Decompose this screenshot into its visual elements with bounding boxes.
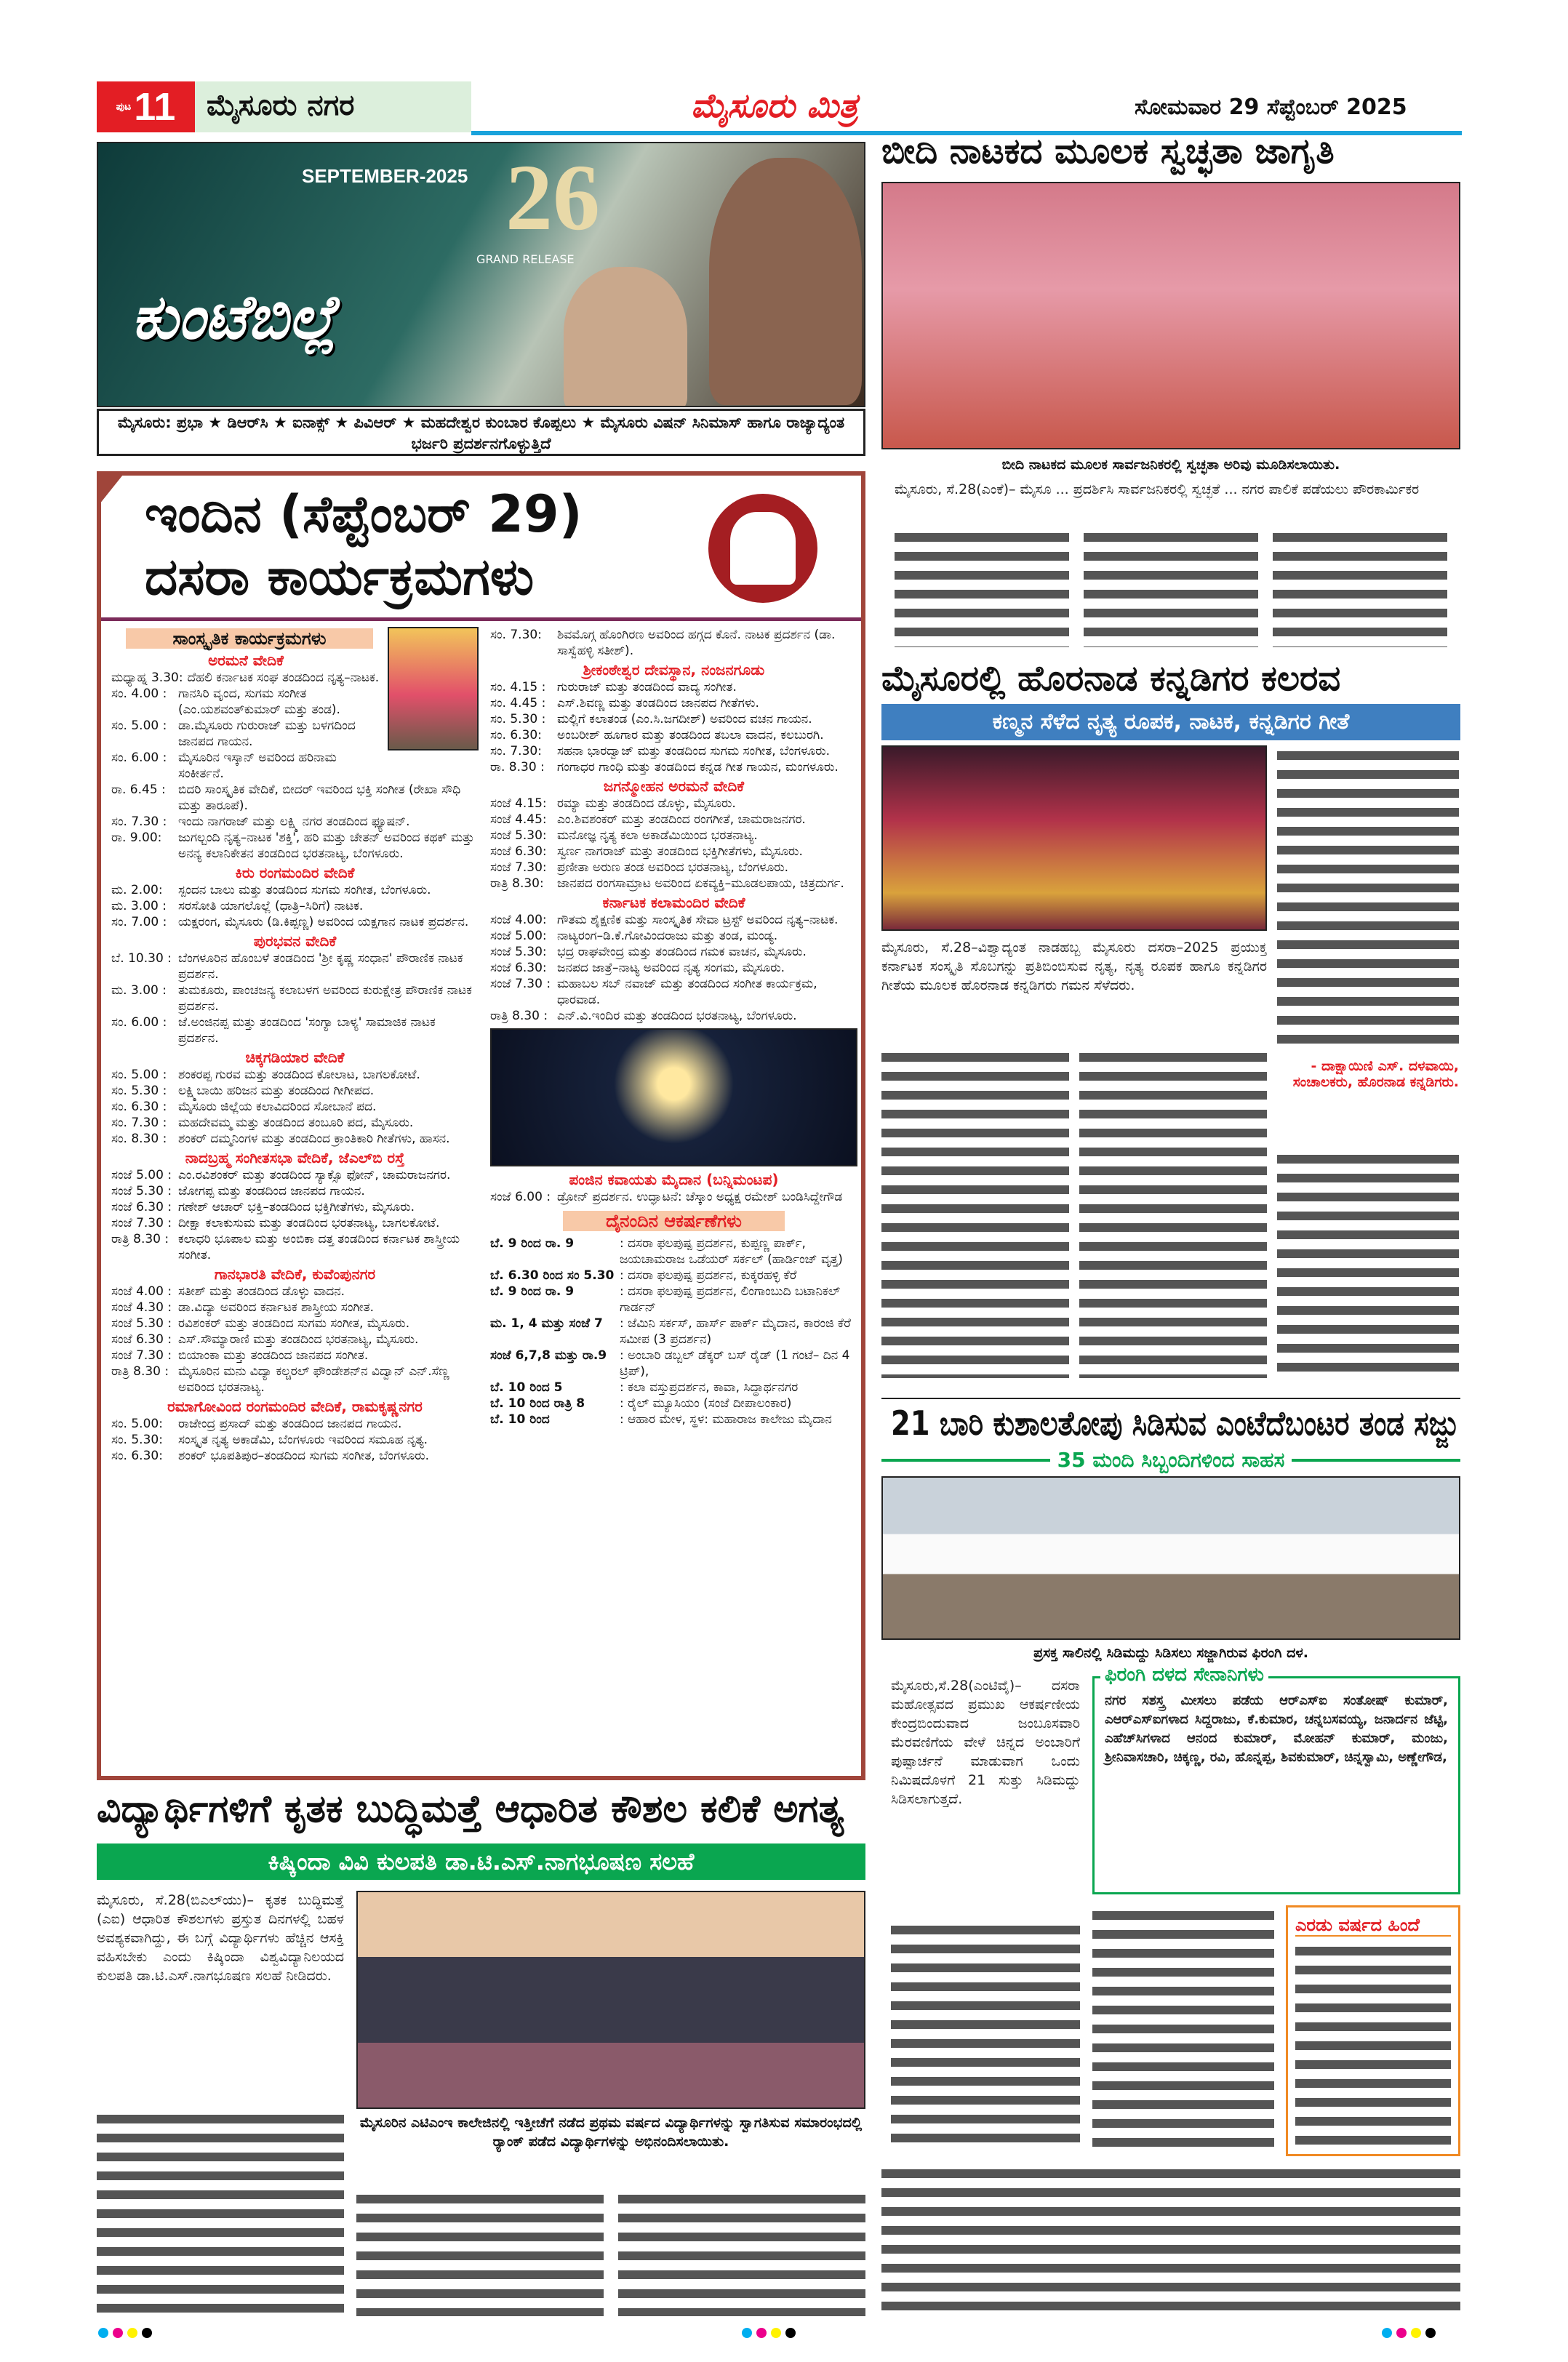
schedule-event: ಸರಸೋತಿ ಯಾಗಲೊಲ್ಲೆ (ಧಾತ್ರಿ–ಸಿರಿಗೆ) ನಾಟಕ. (178, 899, 364, 913)
story1-text-col (1273, 527, 1447, 647)
schedule-time: ರಾತ್ರಿ 8.30 : (111, 1364, 169, 1379)
schedule-time: ರಾ. 6.45 : (111, 782, 166, 797)
daily-item (490, 1396, 857, 1412)
drone-show-photo (490, 1028, 857, 1166)
schedule-item (490, 860, 857, 876)
schedule-item (490, 960, 857, 976)
schedule-item (490, 796, 857, 812)
story3-text-col (1092, 1905, 1274, 2153)
schedule-item (111, 670, 380, 686)
registration-marks (1382, 2327, 1440, 2341)
schedule-item (111, 914, 479, 930)
schedule-time: ಸಂ. 4.45 : (490, 696, 546, 710)
schedule-event: ಡಾ.ಮೈಸೂರು ಗುರುರಾಜ್ ಮತ್ತು ಬಳಗದಿಂದ ಜಾನಪದ ಗಾಯನ. (178, 718, 356, 749)
schedule-item (111, 1316, 479, 1332)
schedule-time: ಸಂಜೆ 5.30: (490, 945, 547, 959)
schedule-left-column (111, 627, 479, 1464)
schedule-item (111, 1115, 479, 1131)
schedule-event: ಗಂಗಾಧರ ಗಾಂಧಿ ಮತ್ತು ತಂಡದಿಂದ ಕನ್ನಡ ಗೀತ ಗಾಯನ, ಮಂಗಳೂರು. (557, 760, 839, 774)
schedule-time: ಸಂ. 4.15 : (490, 680, 546, 694)
schedule-event: ಡಾ.ವಿದ್ಯಾ ಅವರಿಂದ ಕರ್ನಾಟಕ ಶಾಸ್ತ್ರೀಯ ಸಂಗೀತ. (178, 1300, 374, 1315)
schedule-event: ಎಸ್.ಶಿವಣ್ಣ ಮತ್ತು ತಂಡದಿಂದ ಜಾನಪದ ಗೀತೆಗಳು. (557, 696, 759, 710)
venue-heading: ರಮಾಗೋವಿಂದ ರಂಗಮಂದಿರ ವೇದಿಕೆ, ರಾಮಕೃಷ್ಣನಗರ (167, 1398, 423, 1415)
story2-text-col (881, 1047, 1069, 1378)
schedule-time: ಸಂಜೆ 4.30 : (111, 1300, 172, 1315)
actress-photo (564, 267, 687, 407)
schedule-time: ಸಂ. 6.30: (490, 728, 542, 742)
grand-release-label: GRAND RELEASE (476, 252, 575, 266)
schedule-item (111, 1300, 479, 1316)
schedule-event: ಸ್ಪಂದನ ಬಾಲು ಮತ್ತು ತಂಡದಿಂದ ಸುಗಮ ಸಂಗೀತ, ಬೆಂಗಳೂರು. (178, 883, 431, 897)
venue-heading: ಕಿರು ರಂಗಮಂದಿರ ವೇದಿಕೆ (235, 864, 355, 881)
daily-attractions-heading: ದೈನಂದಿನ ಆಕರ್ಷಣೆಗಳು (563, 1211, 785, 1231)
schedule-item (490, 759, 857, 775)
venue-heading: ಜಗನ್ಮೋಹನ ಅರಮನೆ ವೇದಿಕೆ (603, 777, 745, 795)
schedule-item (111, 1364, 479, 1396)
schedule-event: ನಾಟ್ಯರಂಗ–ಡಿ.ಕೆ.ಗೋವಿಂದರಾಜು ಮತ್ತು ತಂಡ, ಮಂಡ್ಯ. (557, 929, 778, 943)
schedule-time: ಸಂಜೆ 7.30: (490, 860, 547, 875)
schedule-item (111, 1432, 479, 1448)
dasara-elephant-logo (708, 494, 817, 603)
ad-caption: ಮೈಸೂರು: ಪ್ರಭಾ ★ ಡಿಆರ್‌ಸಿ ★ ಐನಾಕ್ಸ್ ★ ಪಿವಿಆರ್ ★ ಮಹದೇಶ್ವರ ಕುಂಬಾರ ಕೊಪ್ಪಲು ★ ಮೈಸೂರು ವಿಷನ್ ಸಿನಿಮಾಸ್ ಹಾಗೂ ರಾಜ್ಯಾದ್ಯಂತ ಭರ್ಜರಿ ಪ್ರದರ್ಶನಗೊಳ್ಳುತ್ತಿದೆ (97, 409, 865, 456)
schedule-event: ಎಂ.ರವಿಶಂಕರ್ ಮತ್ತು ತಂಡದಿಂದ ಸ್ಯಾಕ್ಸೊ ಫೋನ್, ಚಾಮರಾಜನಗರ. (178, 1168, 451, 1182)
schedule-event: ಶಿವಮೊಗ್ಗ ಹೊಂಗಿರಣ ಅವರಿಂದ ಹಗ್ಗದ ಕೊನೆ. ನಾಟಕ ಪ್ರದರ್ಶನ (ಡಾ. ಸಾಸ್ವೆಹಳ್ಳಿ ಸತೀಶ್). (557, 628, 836, 658)
venue-heading: ನಾದಬ್ರಹ್ಮ ಸಂಗೀತಸಭಾ ವೇದಿಕೆ, ಜೆಎಲ್‌ಬಿ ರಸ್ತೆ (185, 1149, 405, 1166)
schedule-event: ಗೌತಮ ಶೈಕ್ಷಣಿಕ ಮತ್ತು ಸಾಂಸ್ಕೃತಿಕ ಸೇವಾ ಟ್ರಸ್ಟ್ ಅವರಿಂದ ನೃತ್ಯ–ನಾಟಕ. (557, 913, 839, 927)
schedule-event: ಜೆ.ಅಂಜಿನಪ್ಪ ಮತ್ತು ತಂಡದಿಂದ 'ಸಂಗ್ಯಾ ಬಾಳ್ಯ' ಸಾಮಾಜಿಕ ನಾಟಕ ಪ್ರದರ್ಶನ. (178, 1015, 436, 1046)
artillery-crew-box (1092, 1664, 1460, 1894)
schedule-event: ಗಾನಸಿರಿ ವೃಂದ, ಸುಗಮ ಸಂಗೀತ (ಎಂ.ಯಶವಂತ್‌ಕುಮಾರ್ ಮತ್ತು ತಂಡ). (178, 686, 340, 717)
dasara-title-line: ದಸರಾ ಕಾರ್ಯಕ್ರಮಗಳು (145, 547, 535, 606)
schedule-time: ಸಂಜೆ 7.30 : (111, 1216, 172, 1230)
schedule-event: ಶಂಕರ್ ದಮ್ಮನಿಂಗಳ ಮತ್ತು ತಂಡದಿಂದ ಕ್ರಾಂತಿಕಾರಿ ಗೀತೆಗಳು, ಹಾಸನ. (178, 1132, 450, 1146)
schedule-event: ದೀಕ್ಷಾ ಕಲಾಕುಸುಮ ಮತ್ತು ತಂಡದಿಂದ ಭರತನಾಟ್ಯ, ಬಾಗಲಕೋಟೆ. (178, 1216, 440, 1230)
story3-caption: ಪ್ರಸಕ್ತ ಸಾಲಿನಲ್ಲಿ ಸಿಡಿಮದ್ದು ಸಿಡಿಸಲು ಸಜ್ಜಾಗಿರುವ ಫಿರಂಗಿ ದಳ. (1033, 1645, 1308, 1661)
schedule-event: ಭದ್ರ ರಾಘವೇಂದ್ರ ಮತ್ತು ತಂಡದಿಂದ ಗಮಕ ವಾಚನ, ಮೈಸೂರು. (557, 945, 807, 959)
schedule-item (111, 1348, 479, 1364)
schedule-event: ಜಾನಪದ ರಂಗಸಾಮ್ರಾಟ ಅವರಿಂದ ಏಕವ್ಯಕ್ತಿ–ಮೂಡಲಪಾಯ, ಚಿತ್ರದುರ್ಗ. (557, 876, 844, 891)
schedule-item (490, 679, 857, 695)
schedule-item (111, 1099, 479, 1115)
schedule-item (490, 743, 857, 759)
dasara-title (145, 483, 697, 608)
story2-text-col (1079, 1047, 1267, 1378)
story2-headline: ಮೈಸೂರಲ್ಲಿ ಹೊರನಾಡ ಕನ್ನಡಿಗರ ಕಲರವ (881, 658, 1341, 699)
schedule-event: ಬಿಯಾಂಕಾ ಮತ್ತು ತಂಡದಿಂದ ಜಾನಪದ ಸಂಗೀತ. (178, 1348, 369, 1363)
schedule-item (490, 627, 857, 659)
release-month: SEPTEMBER-2025 (302, 165, 468, 187)
schedule-time: ಸಂಜೆ 5.00: (490, 929, 547, 943)
story2-text-col (1277, 1149, 1459, 1378)
schedule-time: ಸಂಜೆ 4.00: (490, 913, 547, 927)
venue-heading: ಪುರಭವನ ವೇದಿಕೆ (253, 932, 337, 950)
venue-heading: ಕರ್ನಾಟಕ ಕಲಾಮಂದಿರ ವೇದಿಕೆ (602, 894, 745, 911)
schedule-event: ದೆಹಲಿ ಕರ್ನಾಟಕ ಸಂಘ ತಂಡದಿಂದ ನೃತ್ಯ–ನಾಟಕ. (187, 670, 380, 685)
schedule-time: ಸಂ. 5.30 : (490, 712, 546, 726)
street-play-photo (881, 182, 1460, 449)
schedule-time: ಸಂಜೆ 5.30: (490, 828, 547, 843)
schedule-event: ಎಸ್.ಸೌಮ್ಯಾರಾಣಿ ಮತ್ತು ತಂಡದಿಂದ ಭರತನಾಟ್ಯ, ಮೈಸೂರು. (178, 1332, 419, 1347)
crew-box-title: ಫಿರಂಗಿ ದಳದ ಸೇನಾನಿಗಳು (1100, 1664, 1268, 1686)
story2-lede: ಮೈಸೂರು, ಸೆ.28–ವಿಶ್ವಾದ್ಯಂತ ನಾಡಹಬ್ಬ ಮೈಸೂರು ದಸರಾ–2025 ಪ್ರಯುಕ್ತ ಕರ್ನಾಟಕ ಸಂಸ್ಕೃತಿ ಸೊಬಗನ್ನು ಪ್ರತಿಬಿಂಬಿಸುವ ನೃತ್ಯ, ನೃತ್ಯ ರೂಪಕ ಹಾಗೂ ಕನ್ನಡಿಗರ ಗೀತೆಯ ಮೂಲಕ ಹೊರನಾಡ ಕನ್ನಡಿಗರು ಗಮನ ಸೆಳೆದರು. (881, 940, 1267, 993)
schedule-time: ಬೆ. 10.30 : (111, 951, 172, 966)
masthead-logo: ಮೈಸೂರು ಮಿತ್ರ (691, 86, 858, 125)
schedule-item (111, 750, 380, 782)
schedule-event: ಮೈಸೂರು ಜಿಲ್ಲೆಯ ಕಲಾವಿದರಿಂದ ಸೋಬಾನೆ ಪದ. (178, 1100, 377, 1114)
schedule-item (111, 1231, 479, 1263)
schedule-item (111, 1332, 479, 1348)
schedule-item (490, 1008, 857, 1024)
venue-heading: ಪಂಜಿನ ಕವಾಯತು ಮೈದಾನ (ಬನ್ನಿಮಂಟಪ) (569, 1171, 779, 1188)
schedule-item (490, 727, 857, 743)
schedule-event: ಕಲಾಧರಿ ಭೂಪಾಲ ಮತ್ತು ಅಂಬಿಕಾ ದತ್ತ ತಂಡದಿಂದ ಕರ್ನಾಟಕ ಶಾಸ್ತ್ರೀಯ ಸಂಗೀತ. (178, 1232, 460, 1262)
two-years-ago-box (1286, 1905, 1460, 2156)
daily-event: : ಕಲಾ ವಸ್ತುಪ್ರದರ್ಶನ, ಕಾವಾ, ಸಿದ್ಧಾರ್ಥನಗರ (620, 1380, 799, 1395)
schedule-item (111, 686, 380, 718)
corner-accent (97, 471, 126, 508)
schedule-item (111, 1215, 479, 1231)
registration-marks (98, 2327, 156, 2341)
daily-item (490, 1380, 857, 1396)
schedule-item (111, 1416, 479, 1432)
daily-event: : ದಸರಾ ಫಲಪುಷ್ಪ ಪ್ರದರ್ಶನ, ಲಿಂಗಾಂಬುದಿ ಬಟಾನಿಕಲ್ ಗಾರ್ಡನ್ (620, 1284, 841, 1315)
schedule-event: ಲಕ್ಷ್ಮಿಬಾಯಿ ಹರಿಜನ ಮತ್ತು ತಂಡದಿಂದ ಗೀಗೀಪದ. (178, 1084, 375, 1098)
page-number-badge (97, 81, 195, 132)
daily-time: ಸಂಜೆ 6,7,8 ಮತ್ತು ರಾ.9 (490, 1348, 607, 1363)
story2-quote-text (1277, 745, 1459, 1051)
story3-headline: 21 ಬಾರಿ ಕುಶಾಲತೋಪು ಸಿಡಿಸುವ ಎಂಟೆದೆಬಂಟರ ತಂಡ ಸಜ್ಜು (891, 1404, 1459, 1443)
schedule-time: ಸಂ. 7.30 : (111, 814, 167, 829)
schedule-event: ಗಣೇಶ್ ಆಚಾರ್ ಭಕ್ತಿ–ತಂಡದಿಂದ ಭಕ್ತಿಗೀತೆಗಳು, ಮೈಸೂರು. (178, 1200, 415, 1214)
story3-subhead-row (881, 1447, 1460, 1473)
schedule-time: ಸಂಜೆ 4.45: (490, 812, 547, 827)
story4-caption: ಮೈಸೂರಿನ ಎಟಿಎಂಇ ಕಾಲೇಜಿನಲ್ಲಿ ಇತ್ತೀಚೆಗೆ ನಡೆದ ಪ್ರಥಮ ವರ್ಷದ ವಿದ್ಯಾರ್ಥಿಗಳನ್ನು ಸ್ವಾಗತಿಸುವ ಸಮಾರಂಭದಲ್ಲಿ ರ್‍ಯಾಂಕ್ ಪಡೆದ ವಿದ್ಯಾರ್ಥಿಗಳನ್ನು ಅಭಿನಂದಿಸಲಾಯಿತು. (359, 2115, 863, 2150)
story1-text-col (895, 527, 1069, 647)
schedule-time: ಸಂ. 6.00 : (111, 1015, 167, 1030)
schedule-event: ಜುಗಲ್ಬಂದಿ ನೃತ್ಯ–ನಾಟಕ 'ಶಕ್ತಿ', ಹರಿ ಮತ್ತು ಚೇತನ್ ಅವರಿಂದ ಕಥಕ್ ಮತ್ತು ಅನನ್ಯ ಕಲಾನಿಕೇತನ ತಂಡದಿಂದ ಭರತನಾಟ್ಯ, ಬೆಂಗಳೂರು. (178, 830, 475, 861)
schedule-event: ಮಲ್ಲಿಗೆ ಕಲಾತಂಡ (ಎಂ.ಸಿ.ಜಗದೀಶ್) ಅವರಿಂದ ವಚನ ಗಾಯನ. (557, 712, 812, 726)
daily-event: : ದಸರಾ ಫಲಪುಷ್ಪ ಪ್ರದರ್ಶನ, ಕುಪ್ಪಣ್ಣ ಪಾರ್ಕ್, ಜಯಚಾಮರಾಜ ಒಡೆಯರ್ ಸರ್ಕಲ್ (ಹಾರ್ಡಿಂಜ್ ವೃತ್ತ) (620, 1236, 843, 1267)
daily-item (490, 1268, 857, 1284)
schedule-time: ರಾತ್ರಿ 8.30 : (111, 1232, 169, 1246)
schedule-time: ಮ. 3.00 : (111, 983, 167, 998)
story2-subhead: ಕಣ್ಮನ ಸೆಳೆದ ನೃತ್ಯ ರೂಪಕ, ನಾಟಕ, ಕನ್ನಡಿಗರ ಗೀತೆ (881, 704, 1460, 740)
schedule-event: ಮೈಸೂರಿನ ಇಸ್ಕಾನ್ ಅವರಿಂದ ಹರಿನಾಮ ಸಂಕೀರ್ತನೆ. (178, 750, 337, 781)
story1-caption: ಬೀದಿ ನಾಟಕದ ಮೂಲಕ ಸಾರ್ವಜನಿಕರಲ್ಲಿ ಸ್ವಚ್ಛತಾ ಅರಿವು ಮೂಡಿಸಲಾಯಿತು. (1001, 457, 1340, 473)
schedule-time: ಸಂ. 6.30 : (111, 1100, 167, 1114)
daily-time: ಬೆ. 10 ರಿಂದ (490, 1412, 550, 1427)
story1-text-col (1084, 527, 1258, 647)
venue-heading: ಅರಮನೆ ವೇದಿಕೆ (208, 652, 284, 669)
schedule-time: ಮ. 2.00: (111, 883, 163, 897)
schedule-event: ರಾಜೇಂದ್ರ ಪ್ರಸಾದ್ ಮತ್ತು ತಂಡದಿಂದ ಜಾನಪದ ಗಾಯನ. (178, 1417, 402, 1431)
schedule-time: ಸಂಜೆ 6.30 : (111, 1200, 172, 1214)
schedule-item (111, 898, 479, 914)
schedule-item (111, 830, 479, 862)
schedule-time: ಸಂಜೆ 7.30 : (490, 977, 551, 991)
daily-item (490, 1284, 857, 1316)
daily-time: ಬೆ. 6.30 ರಿಂದ ಸಂ 5.30 (490, 1268, 615, 1283)
schedule-item (490, 812, 857, 828)
schedule-item (111, 1448, 479, 1464)
schedule-event: ಡ್ರೋನ್ ಪ್ರದರ್ಶನ. ಉದ್ಘಾಟನೆ: ಚೆಸ್ಕಾಂ ಅಧ್ಯಕ್ಷ ರಮೇಶ್ ಬಂಡಿಸಿದ್ದೇಗೌಡ (557, 1190, 843, 1204)
dasara-title-line: ಇಂದಿನ (ಸೆಪ್ಟೆಂಬರ್ 29) (145, 484, 583, 544)
schedule-time: ಸಂ. 6.00 : (111, 750, 167, 765)
schedule-time: ಸಂಜೆ 6.30: (490, 844, 547, 859)
story1-lede: ಮೈಸೂರು, ಸೆ.28(ಎಂಕೆ)– ಮೈಸೂ ... ಪ್ರದರ್ಶಿಸಿ ಸಾರ್ವಜನಿಕರಲ್ಲಿ ಸ್ವಚ್ಛತೆ ... ನಗರ ಪಾಲಿಕೆ ಪಡೆಯಲು ಪೌರಕಾರ್ಮಿಕರ (895, 481, 1420, 497)
schedule-event: ಮನೋಜ್ಞ ನೃತ್ಯ ಕಲಾ ಅಕಾಡೆಮಿಯಿಂದ ಭರತನಾಟ್ಯ. (557, 828, 758, 843)
venue-heading: ಗಾನಭಾರತಿ ವೇದಿಕೆ, ಕುವೆಂಪುನಗರ (214, 1265, 376, 1283)
quote-author: - ದಾಕ್ಷಾಯಿಣಿ ಎಸ್. ದಳವಾಯಿ, ಸಂಚಾಲಕರು, ಹೊರನಾಡ ಕನ್ನಡಿಗರು. (1292, 1058, 1459, 1090)
schedule-event: ಯಕ್ಷರಂಗ, ಮೈಸೂರು (ಡಿ.ಕಿಪ್ಪಣ್ಣ) ಅವರಿಂದ ಯಕ್ಷಗಾನ ನಾಟಕ ಪ್ರದರ್ಶನ. (178, 915, 469, 929)
two-years-ago-title: ಎರಡು ವರ್ಷದ ಹಿಂದೆ (1295, 1915, 1451, 1937)
schedule-event: ಶಂಕರಪ್ಪ ಗುರವ ಮತ್ತು ತಂಡದಿಂದ ಕೋಲಾಟ, ಬಾಗಲಕೋಟೆ. (178, 1068, 420, 1082)
schedule-item (490, 976, 857, 1008)
schedule-event: ಬಿದರಿ ಸಾಂಸ್ಕೃತಿಕ ವೇದಿಕೆ, ಬೀದರ್ ಇವರಿಂದ ಭಕ್ತಿ ಸಂಗೀತ (ರೇಖಾ ಸೌಧಿ ಮತ್ತು ತಾರೂಪೆ). (178, 782, 461, 813)
schedule-time: ಸಂ. 7.00 : (111, 915, 167, 929)
schedule-event: ಪ್ರಣೀತಾ ಅರುಣ ತಂಡ ಅವರಿಂದ ಭರತನಾಟ್ಯ, ಬೆಂಗಳೂರು. (557, 860, 789, 875)
daily-time: ಬೆ. 10 ರಿಂದ ರಾತ್ರಿ 8 (490, 1396, 585, 1411)
registration-marks (742, 2327, 800, 2341)
schedule-time: ಸಂ. 5.30: (111, 1433, 163, 1447)
schedule-item (490, 695, 857, 711)
schedule-event: ಮೈಸೂರಿನ ಮನು ವಿದ್ಯಾ ಕಲ್ಚರಲ್ ಫೌಂಡೇಶನ್‌ನ ವಿದ್ವಾನ್ ಎನ್.ಸೆಣ್ಣ ಅವರಿಂದ ಭರತನಾಟ್ಯ. (178, 1364, 449, 1395)
divider (881, 1398, 1460, 1399)
schedule-time: ಸಂ. 5.00 : (111, 1068, 167, 1082)
issue-date: ಸೋಮವಾರ 29 ಸೆಪ್ಟೆಂಬರ್ 2025 (1135, 95, 1407, 120)
schedule-item (111, 782, 479, 814)
movie-advertisement (97, 142, 865, 407)
schedule-event: ಸಹನಾ ಭಾರದ್ವಾಜ್ ಮತ್ತು ತಂಡದಿಂದ ಸುಗಮ ಸಂಗೀತ, ಬೆಂಗಳೂರು. (557, 744, 831, 758)
schedule-item (490, 928, 857, 944)
schedule-item (111, 882, 479, 898)
schedule-event: ಮಹಾಬಲ ಸಬ್ ನವಾಜ್ ಮತ್ತು ತಂಡದಿಂದ ಸಂಗೀತ ಕಾರ್ಯಕ್ರಮ, ಧಾರವಾಡ. (557, 977, 817, 1007)
schedule-time: ಸಂಜೆ 4.15: (490, 796, 547, 811)
daily-time: ಮ. 1, 4 ಮತ್ತು ಸಂಜೆ 7 (490, 1316, 603, 1331)
schedule-event: ಬೆಂಗಳೂರಿನ ಹೊಂಬಳೆ ತಂಡದಿಂದ 'ಶ್ರೀ ಕೃಷ್ಣ ಸಂಧಾನ' ಪೌರಾಣಿಕ ನಾಟಕ ಪ್ರದರ್ಶನ. (178, 951, 463, 982)
daily-time: ಬೆ. 9 ರಿಂದ ರಾ. 9 (490, 1284, 575, 1299)
movie-title: ಕುಂಟೆಬಿಲ್ಲೆ (131, 281, 338, 353)
story1-headline: ಬೀದಿ ನಾಟಕದ ಮೂಲಕ ಸ್ವಚ್ಛತಾ ಜಾಗೃತಿ (881, 131, 1335, 172)
story3-text-col (891, 1920, 1080, 2153)
crew-box-body: ನಗರ ಸಶಸ್ತ್ರ ಮೀಸಲು ಪಡೆಯ ಆರ್‌ಎಸ್‌ಐ ಸಂತೋಷ್ ಕುಮಾರ್, ಎಆರ್‌ಎಸ್‌ಐಗಳಾದ ಸಿದ್ದರಾಜು, ಕೆ.ಕುಮಾರ, ಚನ್ನಬಸವಯ್ಯ, ಜನಾರ್ದನ ಜೆಟ್ಟಿ, ಎಹೆಚ್‌ಸಿಗಳಾದ ಆನಂದ ಕುಮಾರ್, ಮೋಹನ್ ಕುಮಾರ್, ಮಂಜು, ಶ್ರೀನಿವಾಸಚಾರಿ, ಚಿಕ್ಕಣ್ಣ, ರವಿ, ಹೊನ್ನಪ್ಪ, ಶಿವಕುಮಾರ್, ಚಿನ್ನಸ್ವಾಮಿ, ಅಣ್ಣೇಗೌಡ, (1105, 1693, 1448, 1765)
schedule-time: ಸಂ. 5.00 : (111, 718, 167, 733)
schedule-time: ರಾತ್ರಿ 8.30 : (490, 1009, 548, 1023)
schedule-time: ಸಂಜೆ 6.00 : (490, 1190, 551, 1204)
college-ceremony-photo (356, 1891, 865, 2109)
schedule-item (111, 982, 479, 1014)
story3-lede: ಮೈಸೂರು,ಸೆ.28(ಎಂಟಿವೈ)– ದಸರಾ ಮಹೋತ್ಸವದ ಪ್ರಮುಖ ಆಕರ್ಷಣೀಯ ಕೇಂದ್ರಬಿಂದುವಾದ ಜಂಬೂಸವಾರಿ ಮೆರವಣಿಗೆಯ ವೇಳೆ ಚಿನ್ನದ ಅಂಬಾರಿಗೆ ಪುಷ್ಪಾರ್ಚನೆ ಮಾಡುವಾಗ ಒಂದು ನಿಮಿಷದೊಳಗೆ 21 ಸುತ್ತು ಸಿಡಿಮದ್ದು ಸಿಡಿಸಲಾಗುತ್ತದೆ. (891, 1678, 1080, 1807)
story4-lede: ಮೈಸೂರು, ಸೆ.28(ಬಿಎಲ್‌ಯು)– ಕೃತಕ ಬುದ್ಧಿಮತ್ತೆ (ಎಐ) ಆಧಾರಿತ ಕೌಶಲಗಳು ಪ್ರಸ್ತುತ ದಿನಗಳಲ್ಲಿ ಬಹಳ ಅವಶ್ಯಕವಾಗಿದ್ದು, ಈ ಬಗ್ಗೆ ವಿದ್ಯಾರ್ಥಿಗಳು ಹೆಚ್ಚಿನ ಆಸಕ್ತಿ ವಹಿಸಬೇಕು ಎಂದು ಕಿಷ್ಕಿಂದಾ ವಿಶ್ವವಿದ್ಯಾನಿಲಯದ ಕುಲಪತಿ ಡಾ.ಟಿ.ಎಸ್.ನಾಗಭೂಷಣ ಸಲಹೆ ನೀಡಿದರು. (97, 1892, 344, 1984)
schedule-event: ಎಂ.ಶಿವಶಂಕರ್ ಮತ್ತು ತಂಡದಿಂದ ರಂಗಗೀತೆ, ಚಾಮರಾಜನಗರ. (557, 812, 806, 827)
schedule-event: ಎನ್.ವಿ.ಇಂದಿರ ಮತ್ತು ತಂಡದಿಂದ ಭರತನಾಟ್ಯ, ಬೆಂಗಳೂರು. (557, 1009, 797, 1023)
release-day: 26 (505, 145, 600, 250)
schedule-time: ಸಂ. 5.30 : (111, 1084, 167, 1098)
schedule-item (111, 950, 479, 982)
stage-performers-photo (881, 745, 1267, 931)
story3-subhead: 35 ಮಂದಿ ಸಿಬ್ಬಂದಿಗಳಿಂದ ಸಾಹಸ (1057, 1448, 1285, 1472)
daily-item (490, 1348, 857, 1380)
ambari-photo (388, 627, 479, 750)
schedule-event: ಸಂಸ್ಕೃತ ನೃತ್ಯ ಅಕಾಡೆಮಿ, ಬೆಂಗಳೂರು ಇವರಿಂದ ಸಮೂಹ ನೃತ್ಯ. (178, 1433, 428, 1447)
schedule-item (111, 814, 479, 830)
schedule-event: ತುಮಕೂರು, ಪಾಂಚಜನ್ಯ ಕಲಾಬಳಗ ಅವರಿಂದ ಕುರುಕ್ಷೇತ್ರ ಪೌರಾಣಿಕ ನಾಟಕ ಪ್ರದರ್ಶನ. (178, 983, 472, 1014)
daily-item (490, 1412, 857, 1428)
schedule-item (111, 1167, 479, 1183)
schedule-item (490, 876, 857, 892)
story3-bottom-text (881, 2163, 1460, 2316)
schedule-item (490, 944, 857, 960)
daily-item (490, 1316, 857, 1348)
schedule-event: ಗುರುರಾಜ್ ಮತ್ತು ತಂಡದಿಂದ ವಾದ್ಯ ಸಂಗೀತ. (557, 680, 737, 694)
schedule-time: ಸಂಜೆ 5.30 : (111, 1316, 172, 1331)
schedule-event: ಜೋಗಪ್ಪ ಮತ್ತು ತಂಡದಿಂದ ಜಾನಪದ ಗಾಯನ. (178, 1184, 365, 1198)
schedule-event: ಇಂದು ನಾಗರಾಜ್ ಮತ್ತು ಲಕ್ಷ್ಮಿ ನಗರ ತಂಡದಿಂದ ಫ್ಯೂಷನ್. (178, 814, 410, 829)
schedule-item (490, 912, 857, 928)
schedule-time: ಸಂ. 7.30 : (111, 1116, 167, 1130)
daily-event: : ರೈಲ್ ಮ್ಯೂಸಿಯಂ (ಸಂಜೆ ದೀಪಾಲಂಕಾರ) (620, 1396, 792, 1411)
story4-subhead: ಕಿಷ್ಕಿಂದಾ ವಿವಿ ಕುಲಪತಿ ಡಾ.ಟಿ.ಎಸ್.ನಾಗಭೂಷಣ ಸಲಹೆ (97, 1843, 865, 1880)
venue-heading: ಚಿಕ್ಕಗಡಿಯಾರ ವೇದಿಕೆ (245, 1049, 345, 1066)
dasara-schedule-box (97, 471, 865, 1780)
daily-event: : ಆಹಾರ ಮೇಳ, ಸ್ಥಳ: ಮಹಾರಾಜ ಕಾಲೇಜು ಮೈದಾನ (620, 1412, 832, 1427)
daily-event: : ಅಂಬಾರಿ ಡಬ್ಬಲ್ ಡೆಕ್ಕರ್ ಬಸ್ ರೈಡ್ (1 ಗಂಟೆ– ದಿನ 4 ಟ್ರಿಪ್), (620, 1348, 850, 1379)
schedule-time: ಸಂ. 6.30: (111, 1449, 163, 1463)
daily-event: : ದಸರಾ ಫಲಪುಷ್ಪ ಪ್ರದರ್ಶನ, ಕುಕ್ಕರಹಳ್ಳಿ ಕೆರೆ (620, 1268, 797, 1283)
story4-text-col (356, 2189, 604, 2316)
daily-event: : ಜೆಮಿನಿ ಸರ್ಕಸ್, ಹಾರ್ಸ್ ಪಾರ್ಕ್ ಮೈದಾನ, ಕಾರಂಜಿ ಕೆರೆ ಸಮೀಪ (3 ಪ್ರದರ್ಶನ) (620, 1316, 851, 1347)
schedule-time: ಸಂಜೆ 7.30 : (111, 1348, 172, 1363)
schedule-item (111, 1131, 479, 1147)
schedule-item (490, 711, 857, 727)
section-title: ಮೈಸೂರು ನಗರ (195, 81, 471, 132)
two-years-ago-text (1295, 1941, 1451, 2145)
schedule-event: ಸತೀಶ್ ಮತ್ತು ತಂಡದಿಂದ ಡೊಳ್ಳು ವಾದನ. (178, 1284, 345, 1299)
story4-headline: ವಿದ್ಯಾರ್ಥಿಗಳಿಗೆ ಕೃತಕ ಬುದ್ಧಿಮತ್ತೆ ಆಧಾರಿತ ಕೌಶಲ ಕಲಿಕೆ ಅಗತ್ಯ (97, 1787, 844, 1831)
schedule-time: ರಾ. 8.30 : (490, 760, 545, 774)
schedule-time: ಸಂಜೆ 6.30 : (111, 1332, 172, 1347)
schedule-event: ಸ್ವರ್ಣ ನಾಗರಾಜ್ ಮತ್ತು ತಂಡದಿಂದ ಭಕ್ತಿಗೀತೆಗಳು, ಮೈಸೂರು. (557, 844, 803, 859)
schedule-event: ರಮ್ಯಾ ಮತ್ತು ತಂಡದಿಂದ ಡೊಳ್ಳು, ಮೈಸೂರು. (557, 796, 736, 811)
schedule-item (111, 718, 380, 750)
schedule-time: ಮಧ್ಯಾಹ್ನ 3.30: (111, 670, 183, 685)
artillery-team-photo (881, 1476, 1460, 1640)
title-divider (101, 617, 861, 621)
schedule-time: ಸಂ. 5.00: (111, 1417, 163, 1431)
schedule-item (111, 1083, 479, 1099)
schedule-event: ಶಂಕರ್ ಭೂಪತಿಪುರ–ತಂಡದಿಂದ ಸುಗಮ ಸಂಗೀತ, ಬೆಂಗಳೂರು. (178, 1449, 430, 1463)
schedule-event: ಮಹದೇವಮ್ಮ ಮತ್ತು ತಂಡದಿಂದ ತಂಬೂರಿ ಪದ, ಮೈಸೂರು. (178, 1116, 414, 1130)
schedule-item (490, 844, 857, 860)
schedule-event: ಜನಪದ ಜಾತ್ರೆ–ನಾಟ್ಯ ಅವರಿಂದ ನೃತ್ಯ ಸಂಗಮ, ಮೈಸೂರು. (557, 961, 785, 975)
schedule-time: ಸಂಜೆ 6.30: (490, 961, 547, 975)
page-label: ಪುಟ (116, 101, 132, 113)
story4-text-col (618, 2189, 865, 2316)
schedule-event: ರವಿಶಂಕರ್ ಮತ್ತು ತಂಡದಿಂದ ಸುಗಮ ಸಂಗೀತ, ಮೈಸೂರು. (178, 1316, 410, 1331)
schedule-time: ಸಂ. 8.30 : (111, 1132, 167, 1146)
schedule-time: ಸಂಜೆ 5.30 : (111, 1184, 172, 1198)
cultural-heading: ಸಾಂಸ್ಕೃತಿಕ ಕಾರ್ಯಕ್ರಮಗಳು (126, 628, 373, 649)
schedule-time: ಸಂಜೆ 4.00 : (111, 1284, 172, 1299)
daily-item (490, 1236, 857, 1268)
schedule-time: ಸಂಜೆ 5.00 : (111, 1168, 172, 1182)
schedule-item (490, 1189, 857, 1205)
schedule-event: ಅಂಬರೀಶ್ ಹೂಗಾರ ಮತ್ತು ತಂಡದಿಂದ ತಬಲಾ ವಾದನ, ಕಲಬುರಗಿ. (557, 728, 824, 742)
schedule-right-column (490, 627, 857, 1428)
schedule-time: ರಾತ್ರಿ 8.30: (490, 876, 544, 891)
venue-heading: ಶ್ರೀಕಂಠೇಶ್ವರ ದೇವಸ್ಥಾನ, ನಂಜನಗೂಡು (583, 661, 765, 678)
schedule-time: ಮ. 3.00 : (111, 899, 167, 913)
schedule-time: ಸಂ. 7.30: (490, 744, 542, 758)
page-number: 11 (134, 85, 176, 129)
schedule-item (111, 1067, 479, 1083)
daily-time: ಬೆ. 10 ರಿಂದ 5 (490, 1380, 563, 1395)
actor-photo (709, 158, 862, 405)
schedule-item (490, 828, 857, 844)
daily-time: ಬೆ. 9 ರಿಂದ ರಾ. 9 (490, 1236, 575, 1251)
schedule-time: ಸಂ. 7.30: (490, 628, 542, 642)
story4-text-col (97, 2109, 344, 2316)
schedule-item (111, 1284, 479, 1300)
schedule-item (111, 1014, 479, 1046)
schedule-time: ಸಂ. 4.00 : (111, 686, 167, 701)
schedule-item (111, 1183, 479, 1199)
schedule-time: ರಾ. 9.00: (111, 830, 162, 845)
schedule-item (111, 1199, 479, 1215)
